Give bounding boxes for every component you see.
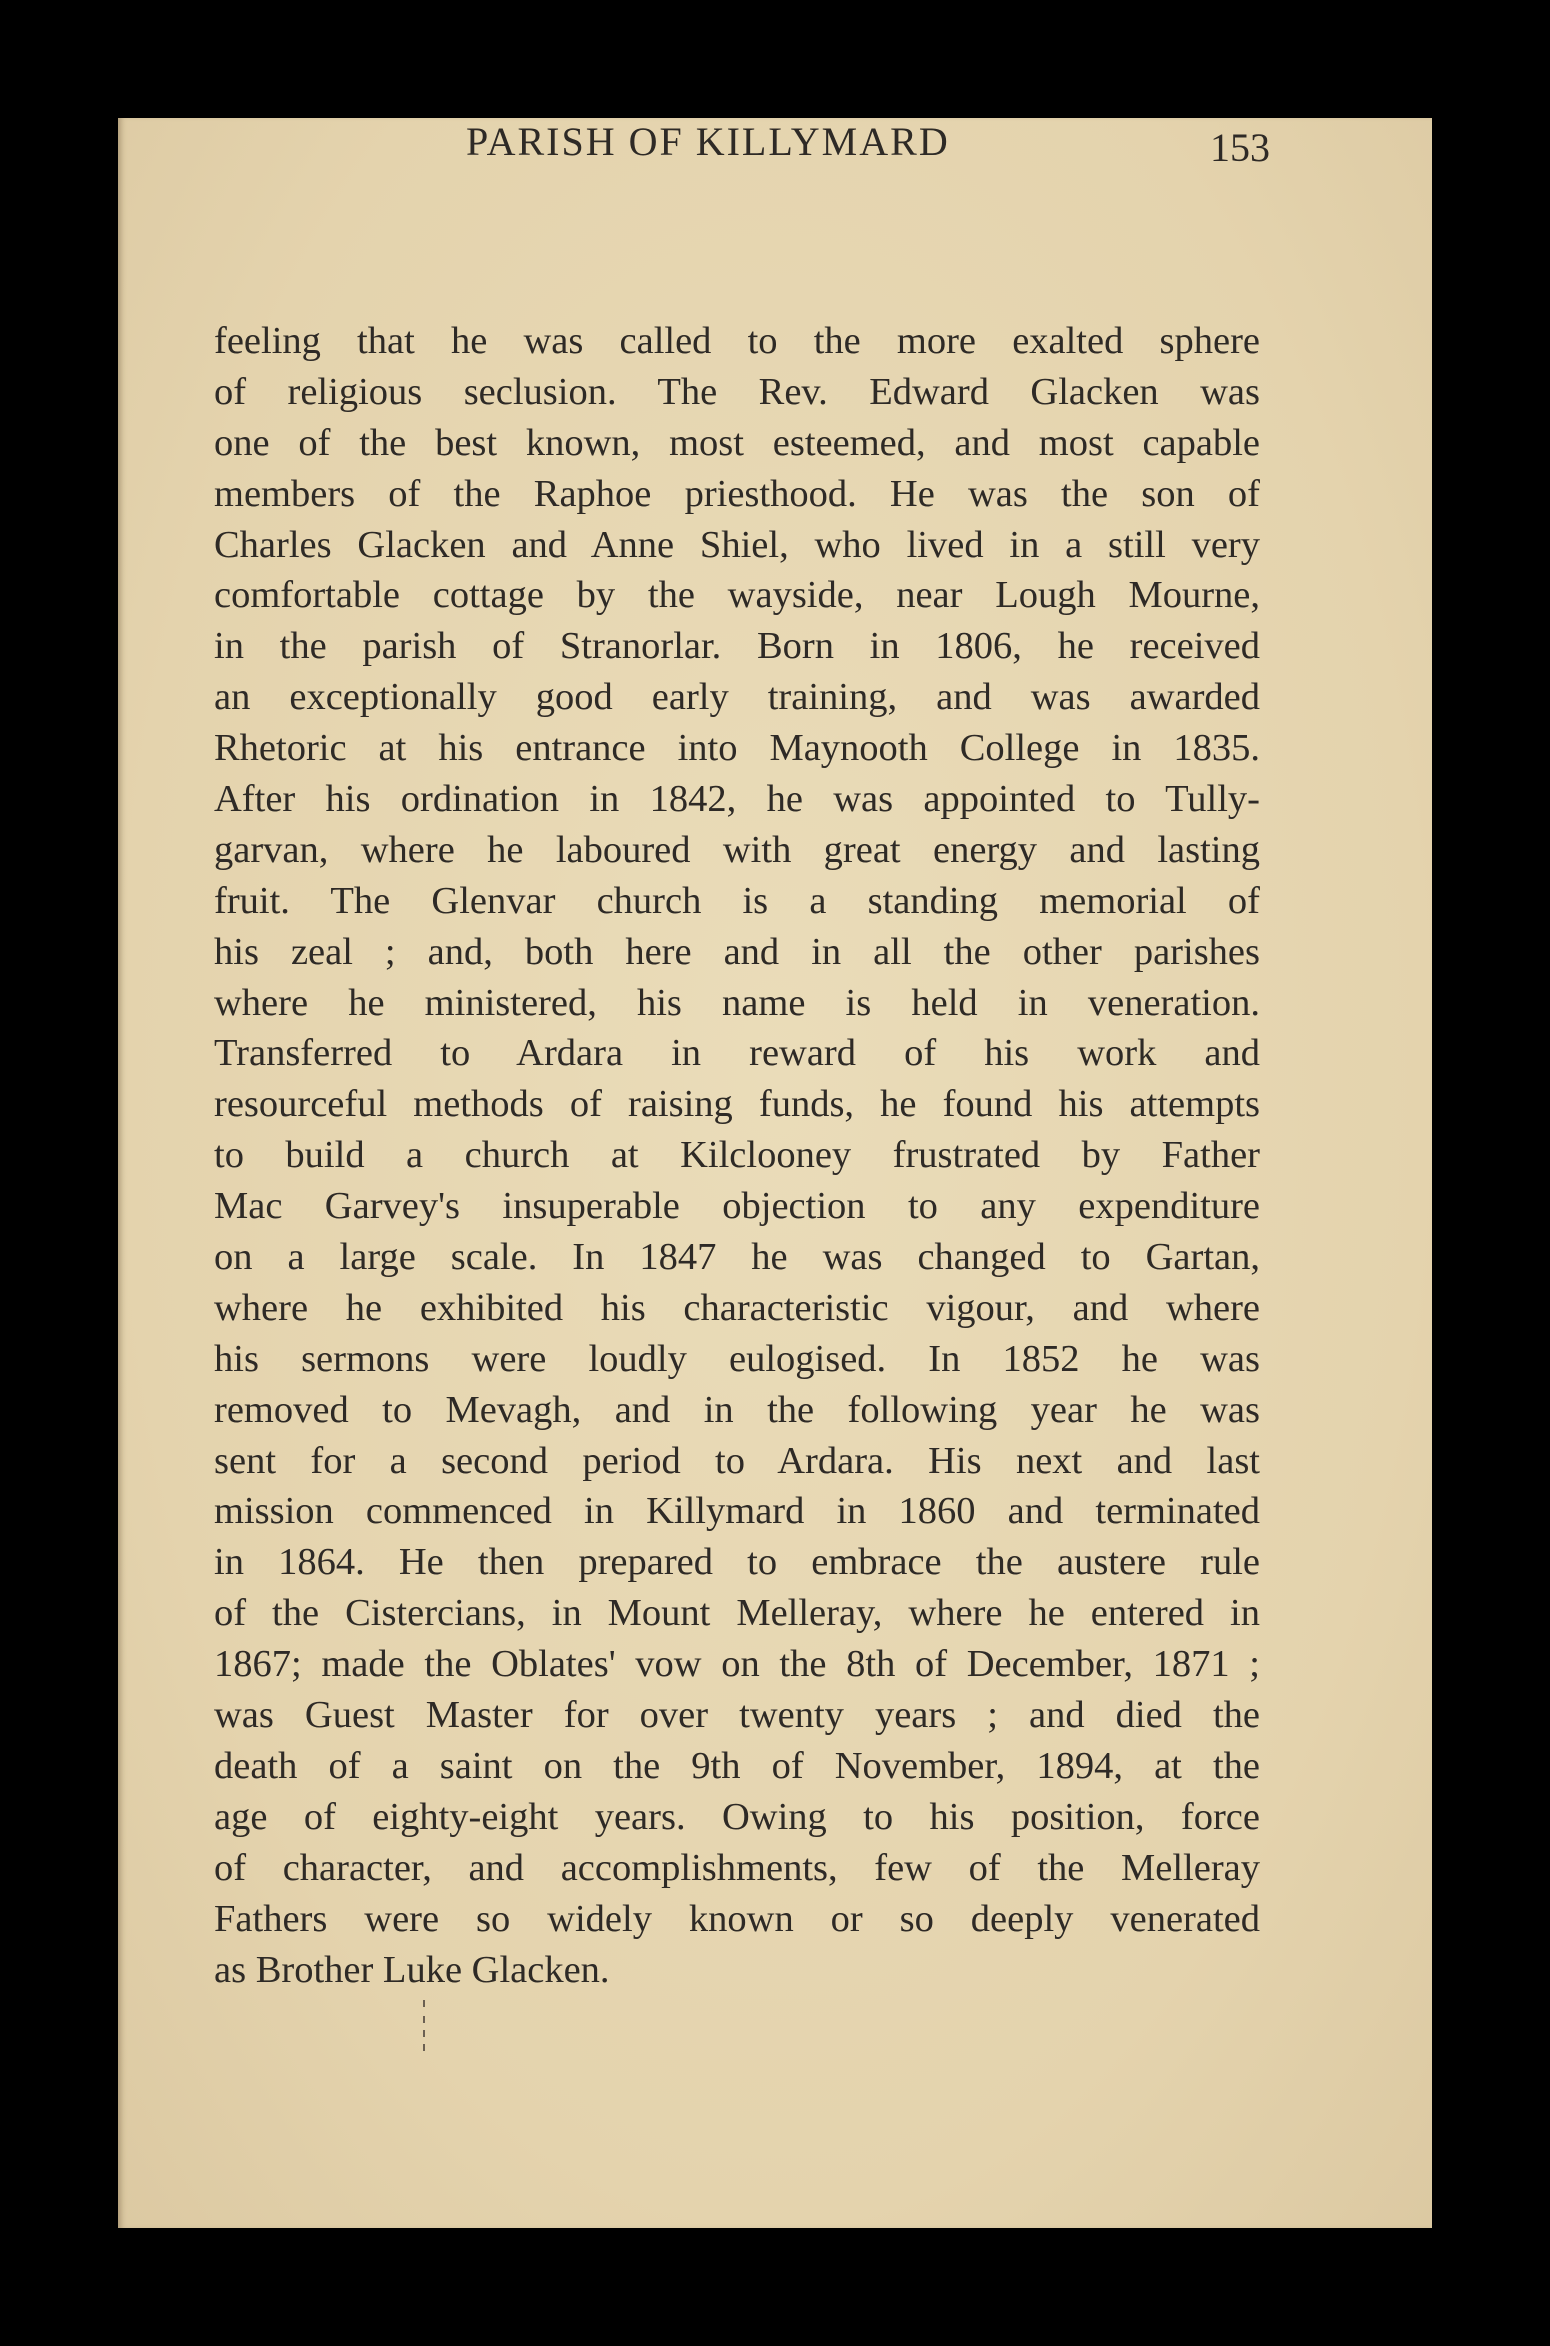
text-line: of character, and accomplishments, few of the Melleray <box>214 1846 1260 1889</box>
text-line: Rhetoric at his entrance into Maynooth College in 1835. <box>214 727 1260 770</box>
body-text <box>214 316 1260 1995</box>
text-line: Mac Garvey's insuperable objection to any expenditure <box>214 1185 1260 1228</box>
text-line: Fathers were so widely known or so deeply venerated <box>214 1897 1260 1940</box>
text-line: in the parish of Stranorlar. Born in 1806, he received <box>214 625 1260 668</box>
text-line: his zeal ; and, both here and in all the other parishes <box>214 930 1260 973</box>
text-line: sent for a second period to Ardara. His next and last <box>214 1439 1260 1482</box>
text-line: on a large scale. In 1847 he was changed to Gartan, <box>214 1236 1260 1279</box>
text-line: was Guest Master for over twenty years ; and died the <box>214 1694 1260 1737</box>
text-line: garvan, where he laboured with great energy and lasting <box>214 828 1260 871</box>
text-line: age of eighty-eight years. Owing to his position, force <box>214 1795 1260 1838</box>
text-line: comfortable cottage by the wayside, near Lough Mourne, <box>214 574 1260 617</box>
text-line: of religious seclusion. The Rev. Edward Glacken was <box>214 370 1260 413</box>
text-line: mission commenced in Killymard in 1860 and terminated <box>214 1490 1260 1533</box>
text-line: resourceful methods of raising funds, he found his attempts <box>214 1083 1260 1126</box>
ink-specks <box>423 2000 427 2060</box>
text-line: removed to Mevagh, and in the following year he was <box>214 1388 1260 1431</box>
text-line: to build a church at Kilclooney frustrated by Father <box>214 1134 1260 1177</box>
text-line: where he exhibited his characteristic vigour, and where <box>214 1286 1260 1329</box>
text-line: Transferred to Ardara in reward of his work and <box>214 1032 1260 1075</box>
text-line: as Brother Luke Glacken. <box>214 1948 610 1991</box>
text-line: an exceptionally good early training, and was awarded <box>214 676 1260 719</box>
text-line: 1867; made the Oblates' vow on the 8th of December, 1871 ; <box>214 1643 1260 1686</box>
text-line: one of the best known, most esteemed, and most capable <box>214 421 1260 464</box>
text-line: in 1864. He then prepared to embrace the austere rule <box>214 1541 1260 1584</box>
text-line: members of the Raphoe priesthood. He was the son of <box>214 472 1260 515</box>
text-line: his sermons were loudly eulogised. In 1852 he was <box>214 1337 1260 1380</box>
text-line: of the Cistercians, in Mount Melleray, where he entered in <box>214 1592 1260 1635</box>
text-line: where he ministered, his name is held in veneration. <box>214 981 1260 1024</box>
text-line: fruit. The Glenvar church is a standing memorial of <box>214 879 1260 922</box>
running-title: PARISH OF KILLYMARD <box>466 119 950 164</box>
text-line: feeling that he was called to the more exalted sphere <box>214 320 1260 362</box>
page-header <box>350 118 1270 178</box>
text-line: Charles Glacken and Anne Shiel, who lived in a still very <box>214 523 1260 566</box>
text-line: death of a saint on the 9th of November, 1894, at the <box>214 1744 1260 1787</box>
page-number: 153 <box>1210 125 1270 170</box>
text-line: After his ordination in 1842, he was appointed to Tully- <box>214 778 1260 821</box>
